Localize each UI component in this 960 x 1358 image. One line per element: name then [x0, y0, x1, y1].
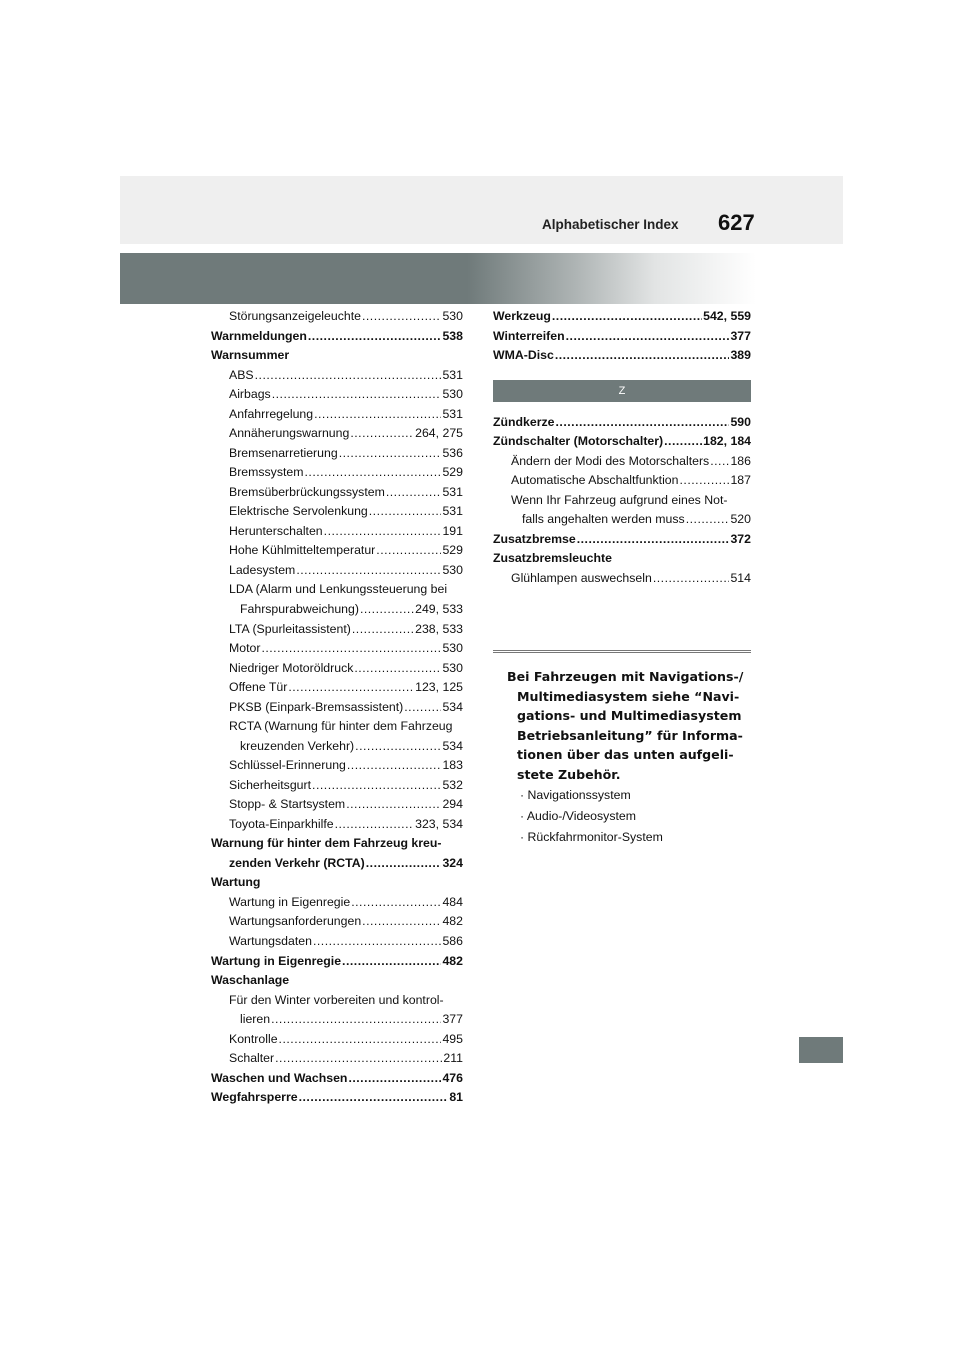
index-entry	[211, 854, 463, 874]
index-entry-page: 182, 184	[703, 434, 751, 449]
index-entry-page: 249, 533	[415, 601, 463, 616]
index-entry	[211, 1069, 463, 1089]
index-entry	[211, 815, 463, 835]
index-column-right	[493, 307, 751, 588]
index-entry-page: 531	[442, 504, 463, 519]
note-line: stete Zubehör.	[517, 766, 621, 782]
dot-leader	[552, 307, 702, 327]
index-entry-page: 476	[442, 1070, 463, 1085]
index-entry-page: 186	[730, 453, 751, 468]
index-entry	[211, 834, 463, 854]
index-entry-label: kreuzenden Verkehr)	[240, 738, 355, 753]
index-entry-page: 211	[443, 1051, 463, 1066]
index-entry-label: RCTA (Warnung für hinter dem Fahrzeug	[229, 719, 453, 734]
index-entry	[493, 307, 751, 327]
index-entry-page: 590	[730, 414, 751, 429]
header-gradient-bar	[120, 253, 843, 304]
dot-leader	[314, 405, 441, 425]
dot-leader	[296, 561, 441, 581]
index-entry	[211, 307, 463, 327]
index-entry-label: Zündschalter (Motorschalter)	[493, 434, 664, 449]
note-first-line: Bei Fahrzeugen mit Navigations-/	[507, 669, 744, 684]
index-entry	[211, 873, 463, 893]
index-entry-page: 542, 559	[703, 309, 751, 323]
index-entry-label: Niedriger Motoröldruck	[229, 660, 354, 675]
dot-leader	[312, 776, 441, 796]
index-entry-page: 377	[442, 1012, 463, 1027]
index-entry	[211, 659, 463, 679]
dot-leader	[346, 795, 441, 815]
index-entry-label: LTA (Spurleitassistent)	[229, 621, 351, 636]
dot-leader	[350, 424, 414, 444]
index-entry-label: Zusatzbremsleuchte	[493, 551, 612, 566]
dot-leader	[556, 413, 730, 433]
dot-leader	[313, 932, 442, 952]
index-entry-page: 81	[449, 1090, 463, 1105]
index-entry	[493, 471, 751, 491]
section-title: Alphabetischer Index	[542, 217, 679, 232]
index-entry-page: 530	[442, 562, 463, 577]
index-entry-page: 482	[442, 953, 463, 968]
index-entry-label: Winterreifen	[493, 328, 565, 343]
index-entry	[211, 424, 463, 444]
index-entry-page: 183	[442, 758, 463, 773]
index-entry	[211, 502, 463, 522]
index-entry-label: Bremssystem	[229, 465, 304, 480]
index-entry	[493, 413, 751, 433]
index-entry-label: Wegfahrsperre	[211, 1090, 298, 1105]
index-entry-label: Schlüssel-Erinnerung	[229, 758, 346, 773]
dot-leader	[386, 483, 442, 503]
index-entry-page: 389	[730, 348, 751, 363]
note-line: gations- und Multimediasystem	[517, 708, 742, 723]
index-entry-page: 530	[442, 641, 463, 656]
index-entry-label: Motor	[229, 641, 261, 656]
index-entry-label: Kontrolle	[229, 1031, 278, 1046]
index-entry-label: Airbags	[229, 387, 271, 402]
dot-leader	[366, 854, 442, 874]
dot-leader	[288, 678, 414, 698]
index-entry-page: 294	[442, 797, 463, 812]
index-entry	[493, 452, 751, 472]
index-entry	[211, 541, 463, 561]
index-entry-page: 514	[730, 570, 751, 585]
index-entry-label: Wenn Ihr Fahrzeug aufgrund eines Not-	[511, 492, 728, 507]
dot-leader	[255, 366, 442, 386]
index-entry	[211, 795, 463, 815]
navigation-note-box	[493, 650, 751, 848]
dot-leader	[299, 1088, 449, 1108]
index-entry-label: Bremsenarretierung	[229, 445, 338, 460]
index-entry-page: 324	[442, 855, 463, 870]
dot-leader	[404, 698, 441, 718]
dot-leader	[577, 530, 730, 550]
dot-leader	[308, 327, 442, 347]
index-entry-page: 323, 534	[415, 816, 463, 831]
dot-leader	[354, 659, 441, 679]
index-entry-page: 264, 275	[415, 426, 463, 441]
index-entry-page: 238, 533	[415, 621, 463, 636]
dot-leader	[653, 569, 730, 589]
note-list-item: · Audio-/Videosystem	[520, 809, 636, 823]
dot-leader	[360, 600, 414, 620]
index-entry-page: 534	[442, 738, 463, 753]
dot-leader	[339, 444, 442, 464]
index-entry-label: Elektrische Servolenkung	[229, 504, 368, 519]
dot-leader	[352, 620, 414, 640]
index-entry	[493, 569, 751, 589]
index-entry-label: Waschanlage	[211, 973, 290, 988]
index-entry	[211, 912, 463, 932]
index-entry	[211, 405, 463, 425]
dot-leader	[272, 385, 442, 405]
index-entry-page: 191	[442, 523, 463, 538]
index-entry	[211, 580, 463, 600]
index-entry-label: Fahrspurabweichung)	[240, 601, 359, 616]
index-entry	[211, 952, 463, 972]
note-accessory-list	[520, 785, 751, 848]
index-entry	[211, 678, 463, 698]
dot-leader	[376, 541, 441, 561]
index-entry-label: PKSB (Einpark-Bremsassistent)	[229, 699, 404, 714]
index-entry-page: 530	[442, 309, 463, 323]
index-entry	[211, 366, 463, 386]
index-entry-label: Warnung für hinter dem Fahrzeug kreu-	[211, 836, 442, 851]
dot-leader	[351, 893, 441, 913]
index-entry-label: ABS	[229, 367, 254, 382]
index-entry-label: Wartung in Eigenregie	[229, 894, 351, 909]
note-list-item: · Navigationssystem	[520, 788, 631, 802]
dot-leader	[342, 952, 441, 972]
index-entry-label: Wartungsdaten	[229, 934, 312, 948]
index-entry	[493, 327, 751, 347]
index-entry	[211, 620, 463, 640]
index-entry-label: Automatische Abschaltfunktion	[511, 473, 679, 488]
index-entry	[211, 600, 463, 620]
index-entry	[211, 698, 463, 718]
dot-leader	[348, 1069, 441, 1089]
dot-leader	[335, 815, 415, 835]
index-entry-page: 123, 125	[415, 680, 463, 695]
section-letter-z: Z	[493, 380, 751, 402]
index-entry-label: Sicherheitsgurt	[229, 777, 312, 792]
index-group-w	[493, 307, 751, 366]
side-index-tab	[799, 1037, 843, 1063]
dot-leader	[279, 1030, 442, 1050]
index-entry	[211, 346, 463, 366]
index-entry-page: 586	[442, 934, 463, 948]
index-entry	[493, 510, 751, 530]
index-entry	[493, 530, 751, 550]
dot-leader	[261, 639, 441, 659]
index-entry-label: Zündkerze	[493, 414, 555, 429]
index-entry-label: Wartung	[211, 875, 261, 890]
note-line: Betriebsanleitung” für Informa-	[517, 727, 743, 743]
index-entry-label: Warnmeldungen	[211, 328, 307, 343]
index-entry-page: 531	[442, 484, 463, 499]
index-entry-page: 520	[730, 512, 751, 527]
index-entry-page: 532	[442, 777, 463, 792]
index-entry-page: 529	[442, 543, 463, 558]
index-entry-label: falls angehalten werden muss	[522, 512, 685, 527]
index-entry	[211, 1088, 463, 1108]
index-entry-page: 484	[442, 894, 463, 909]
dot-leader	[679, 471, 729, 491]
index-entry-label: Werkzeug	[493, 309, 551, 323]
index-entry-label: lieren	[240, 1012, 271, 1027]
index-entry-label: Schalter	[229, 1051, 275, 1066]
dot-leader	[275, 1049, 442, 1069]
dot-leader	[369, 502, 442, 522]
dot-leader	[271, 1010, 441, 1030]
index-entry	[211, 893, 463, 913]
dot-leader	[555, 346, 730, 366]
index-entry-label: Zusatzbremse	[493, 531, 576, 546]
index-entry-page: 531	[442, 406, 463, 421]
index-entry-label: Ändern der Modi des Motorschalters	[511, 453, 710, 468]
index-entry-label: Für den Winter vorbereiten und kontrol-	[229, 992, 444, 1007]
index-entry	[211, 991, 463, 1011]
index-entry-label: Offene Tür	[229, 680, 288, 695]
index-entry	[493, 432, 751, 452]
dot-leader	[362, 912, 441, 932]
index-entry-page: 531	[442, 367, 463, 382]
index-entry-page: 372	[730, 531, 751, 546]
dot-leader	[710, 452, 729, 472]
index-group-z	[493, 413, 751, 589]
index-entry-page: 377	[730, 328, 751, 343]
index-entry-label: Warnsummer	[211, 348, 290, 363]
index-entry-label: Hohe Kühlmitteltemperatur	[229, 543, 376, 558]
index-entry-page: 495	[442, 1031, 463, 1046]
note-line: Multimediasystem siehe “Navi-	[517, 688, 740, 704]
index-entry-label: Toyota-Einparkhilfe	[229, 816, 334, 831]
dot-leader	[362, 307, 442, 327]
index-entry-label: Wartung in Eigenregie	[211, 953, 342, 968]
dot-leader	[347, 756, 442, 776]
index-entry-label: WMA-Disc	[493, 348, 554, 363]
index-entry	[211, 971, 463, 991]
index-entry	[211, 737, 463, 757]
index-entry-label: Wartungsanforderungen	[229, 914, 362, 929]
index-entry-label: Bremsüberbrückungssystem	[229, 484, 385, 499]
index-entry	[211, 463, 463, 483]
dot-leader	[664, 432, 702, 452]
index-entry-page: 538	[442, 328, 463, 343]
dot-leader	[324, 522, 442, 542]
index-entry	[493, 491, 751, 511]
index-entry	[211, 776, 463, 796]
index-entry	[211, 717, 463, 737]
dot-leader	[566, 327, 730, 347]
index-entry-label: Stopp- & Startsystem	[229, 797, 346, 812]
index-entry	[211, 932, 463, 952]
index-entry-label: Annäherungswarnung	[229, 426, 350, 441]
index-entry	[493, 549, 751, 569]
index-entry-page: 187	[730, 473, 751, 488]
index-column-left	[211, 307, 463, 1108]
page-number: 627	[718, 210, 755, 235]
index-entry-label: Anfahrregelung	[229, 406, 314, 421]
index-entry-label: Ladesystem	[229, 562, 296, 577]
index-entry	[211, 385, 463, 405]
index-entry	[211, 483, 463, 503]
dot-leader	[686, 510, 730, 530]
index-entry	[211, 1049, 463, 1069]
index-entry-label: Herunterschalten	[229, 523, 323, 538]
index-entry	[211, 1010, 463, 1030]
index-entry-label: Waschen und Wachsen	[211, 1070, 348, 1085]
index-entry-page: 534	[442, 699, 463, 714]
index-entry-label: zenden Verkehr (RCTA)	[229, 855, 365, 870]
index-entry-page: 482	[442, 914, 463, 929]
index-entry-label: LDA (Alarm und Lenkungssteuerung bei	[229, 582, 448, 597]
index-entry	[493, 346, 751, 366]
dot-leader	[355, 737, 441, 757]
index-entry	[211, 1030, 463, 1050]
index-entry-page: 530	[442, 660, 463, 675]
index-entry	[211, 756, 463, 776]
note-text	[507, 667, 751, 784]
index-entry	[211, 444, 463, 464]
index-entry-label: Störungsanzeigeleuchte	[229, 309, 361, 323]
index-entry	[211, 639, 463, 659]
index-entry-page: 536	[442, 445, 463, 460]
index-entry	[211, 561, 463, 581]
dot-leader	[304, 463, 441, 483]
note-line: tionen über das unten aufgeli-	[517, 747, 734, 762]
index-entry	[211, 522, 463, 542]
index-entry-page: 529	[442, 465, 463, 480]
index-entry	[211, 327, 463, 347]
index-entry-label: Glühlampen auswechseln	[511, 570, 652, 585]
note-list-item: · Rückfahrmonitor-System	[520, 830, 663, 844]
index-entry-page: 530	[442, 387, 463, 402]
